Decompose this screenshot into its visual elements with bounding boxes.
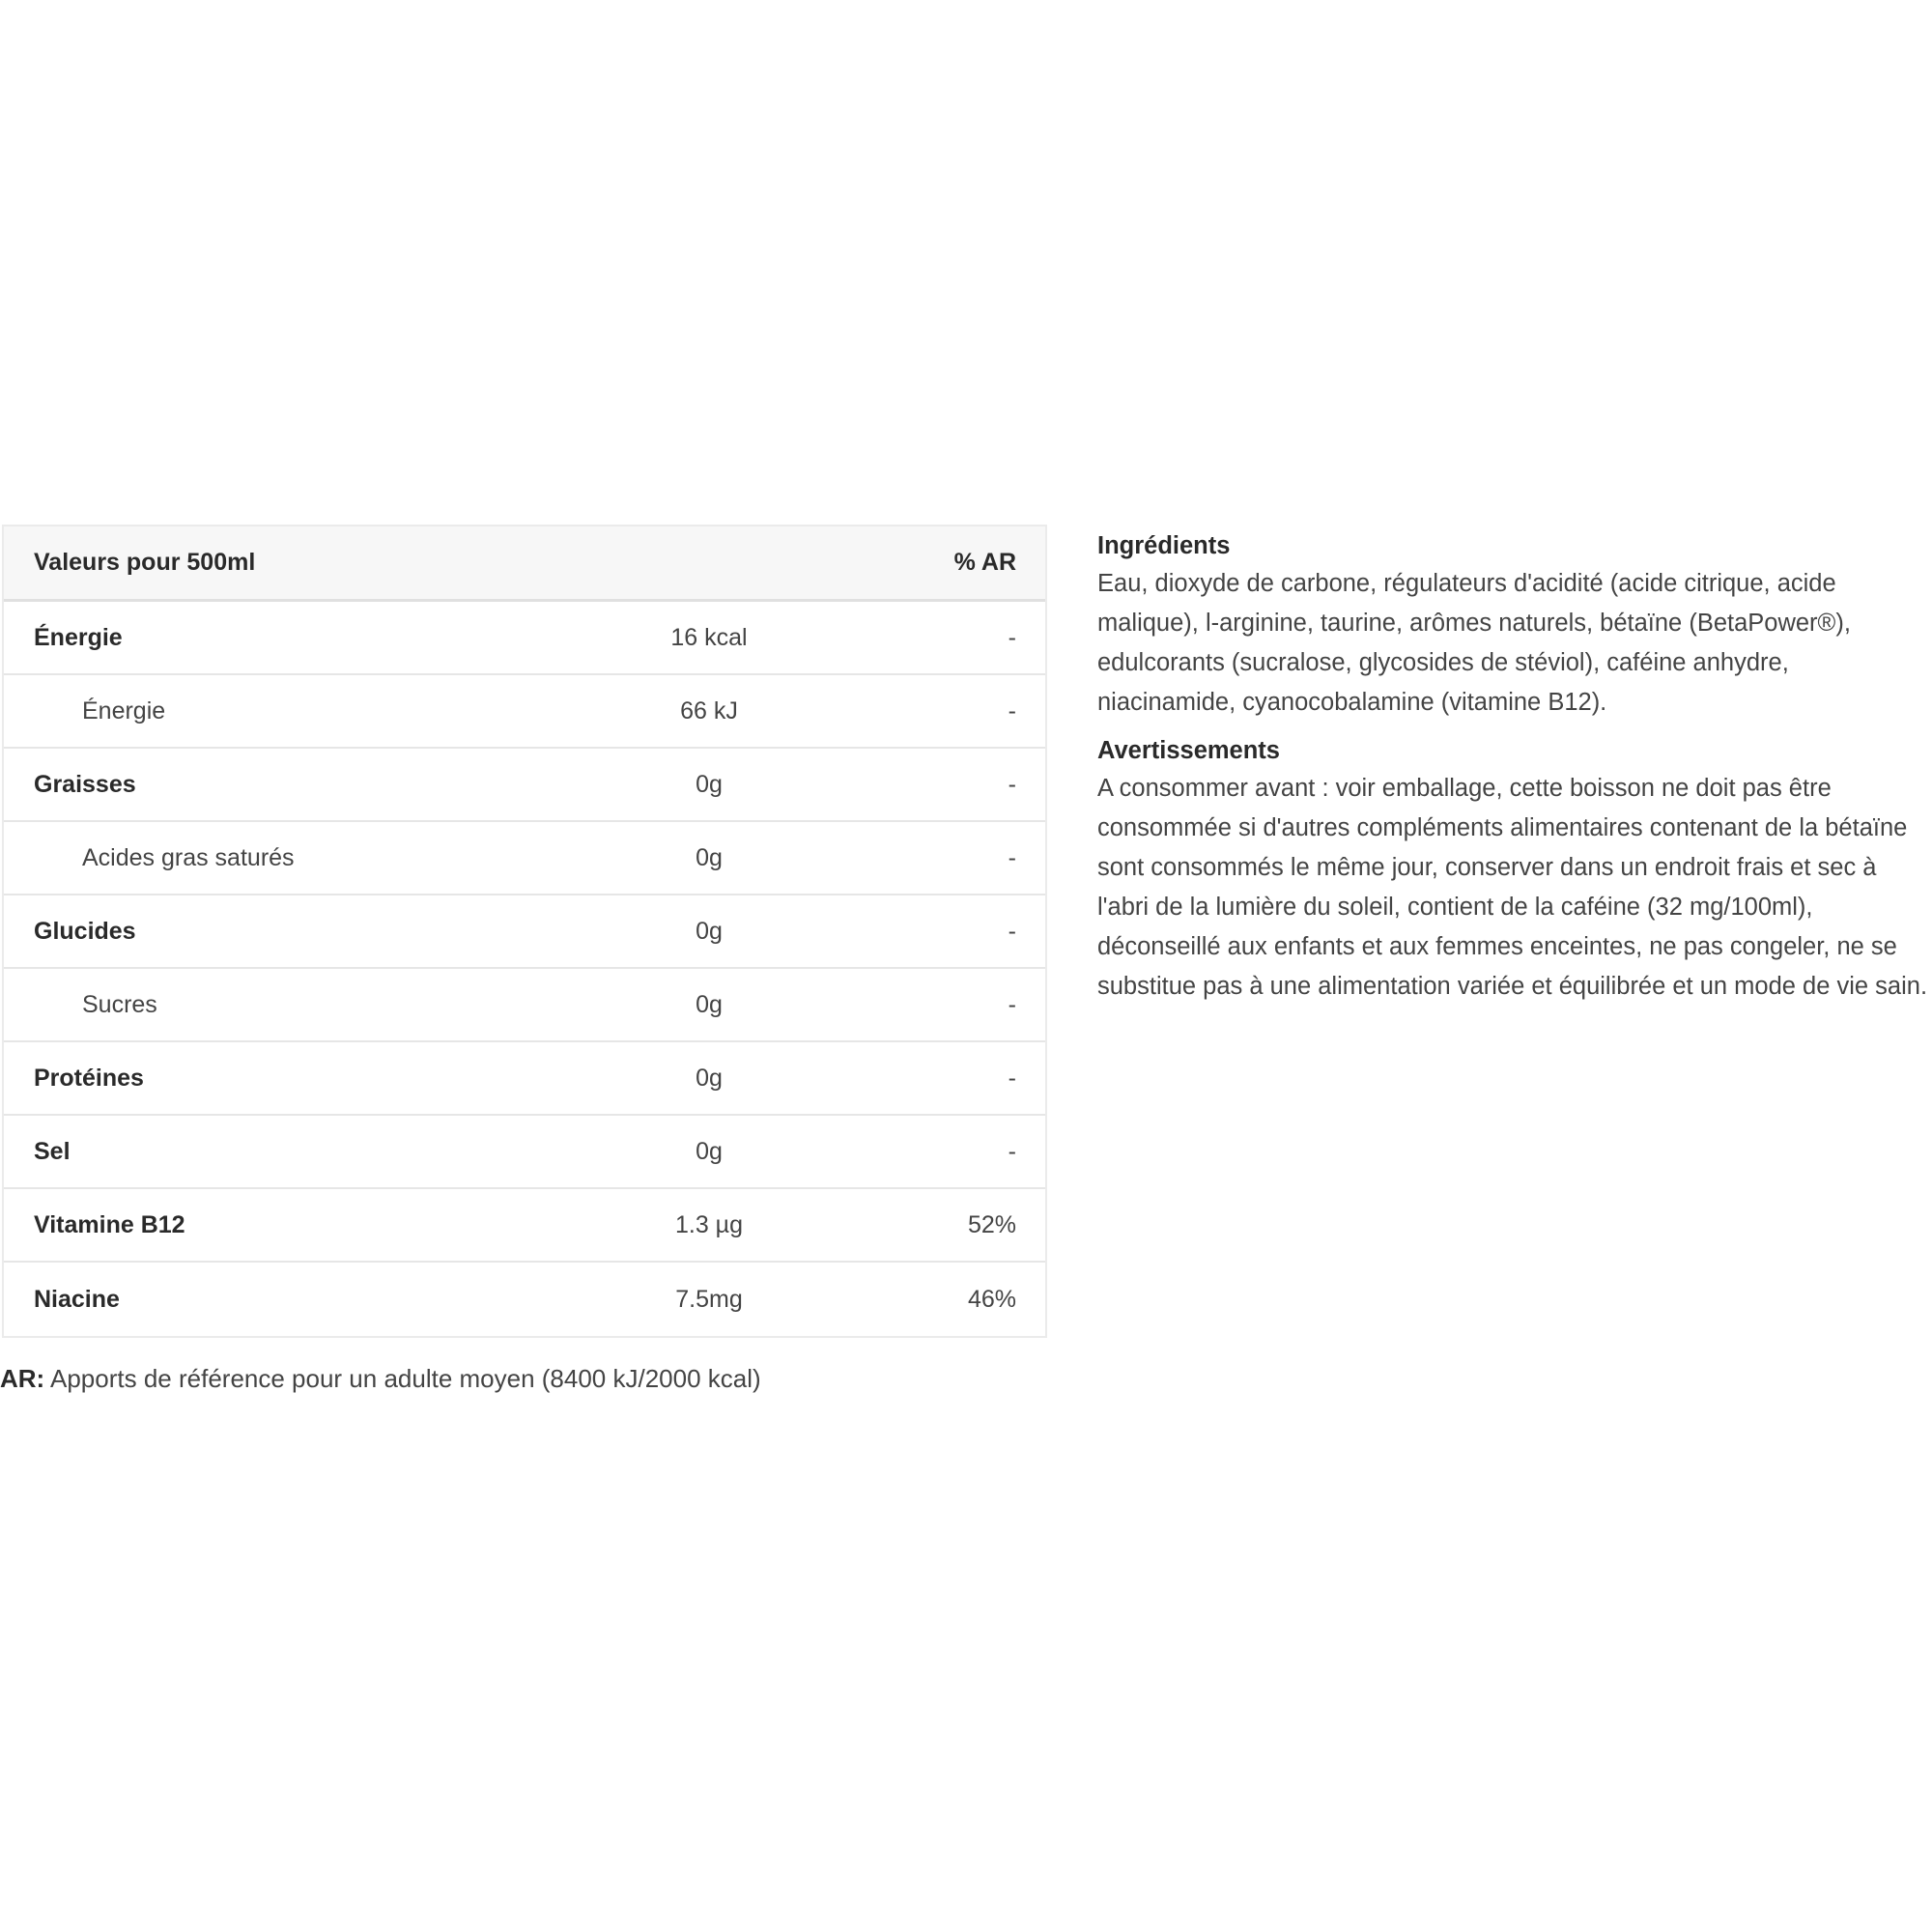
- row-label: Graisses: [34, 770, 136, 798]
- row-value: 7.5mg: [675, 1285, 743, 1313]
- row-ar: -: [1008, 990, 1016, 1018]
- table-row: [4, 895, 1045, 969]
- ingredients-title: Ingrédients: [1097, 532, 1231, 559]
- row-ar: -: [1008, 623, 1016, 651]
- row-value: 16 kcal: [670, 623, 748, 651]
- row-label: Protéines: [34, 1064, 144, 1092]
- table-row: [4, 1116, 1045, 1189]
- row-value: 0g: [696, 917, 723, 945]
- table-row: [4, 1189, 1045, 1263]
- ingredients-text: Eau, dioxyde de carbone, régulateurs d'acidité (acide citrique, acide malique), l-arginine, taurine, arômes naturels, bétaïne (BetaPower®), edulcorants (sucralose, glycosides de stéviol), caféine anhydre, niacinamide, cyanocobalamine (vitamine B12).: [1097, 570, 1851, 716]
- table-row: [4, 749, 1045, 822]
- row-value: 1.3 µg: [674, 1210, 743, 1238]
- table-row: [4, 1042, 1045, 1116]
- footnote-abbr: AR:: [0, 1364, 45, 1393]
- row-value: 66 kJ: [680, 696, 738, 724]
- row-label: Énergie: [34, 623, 123, 651]
- row-value: 0g: [696, 770, 723, 798]
- ar-footnote: [0, 1364, 761, 1394]
- table-row: [4, 822, 1045, 895]
- footnote-text: Apports de référence pour un adulte moyen (8400 kJ/2000 kcal): [44, 1364, 761, 1393]
- row-label: Sucres: [82, 990, 157, 1018]
- table-header: [4, 526, 1045, 602]
- row-label: Énergie: [82, 696, 166, 724]
- row-ar: -: [1008, 1064, 1016, 1092]
- row-value: 0g: [696, 1137, 723, 1165]
- table-row: [4, 1263, 1045, 1336]
- table-row: [4, 675, 1045, 749]
- header-ar: % AR: [953, 549, 1016, 576]
- header-label: Valeurs pour 500ml: [34, 549, 256, 576]
- nutrition-table: [2, 525, 1047, 1338]
- row-label: Niacine: [34, 1285, 120, 1313]
- warnings-text: A consommer avant : voir emballage, cette boisson ne doit pas être consommée si d'autres compléments alimentaires contenant de la bétaïne sont consommés le même jour, conserver dans un endroit frais et sec à l'abri de la lumière du soleil, contient de la caféine (32 mg/100ml), déconseillé aux enfants et aux femmes enceintes, ne pas congeler, ne se substitue pas à une alimentation variée et équilibrée et un mode de vie sain.: [1097, 775, 1928, 1000]
- row-value: 0g: [696, 1064, 723, 1092]
- row-ar: -: [1008, 1137, 1016, 1165]
- row-label: Acides gras saturés: [82, 843, 295, 871]
- row-label: Vitamine B12: [34, 1210, 185, 1238]
- table-row: [4, 602, 1045, 675]
- warnings-title: Avertissements: [1097, 737, 1280, 764]
- row-ar: 52%: [967, 1210, 1016, 1238]
- row-value: 0g: [696, 990, 723, 1018]
- row-ar: -: [1008, 696, 1016, 724]
- row-ar: 46%: [967, 1285, 1016, 1313]
- product-info: [1097, 527, 1932, 1016]
- row-ar: -: [1008, 770, 1016, 798]
- table-row: [4, 969, 1045, 1042]
- row-value: 0g: [696, 843, 723, 871]
- row-ar: -: [1008, 843, 1016, 871]
- row-label: Glucides: [34, 917, 136, 945]
- row-ar: -: [1008, 917, 1016, 945]
- row-label: Sel: [34, 1137, 71, 1165]
